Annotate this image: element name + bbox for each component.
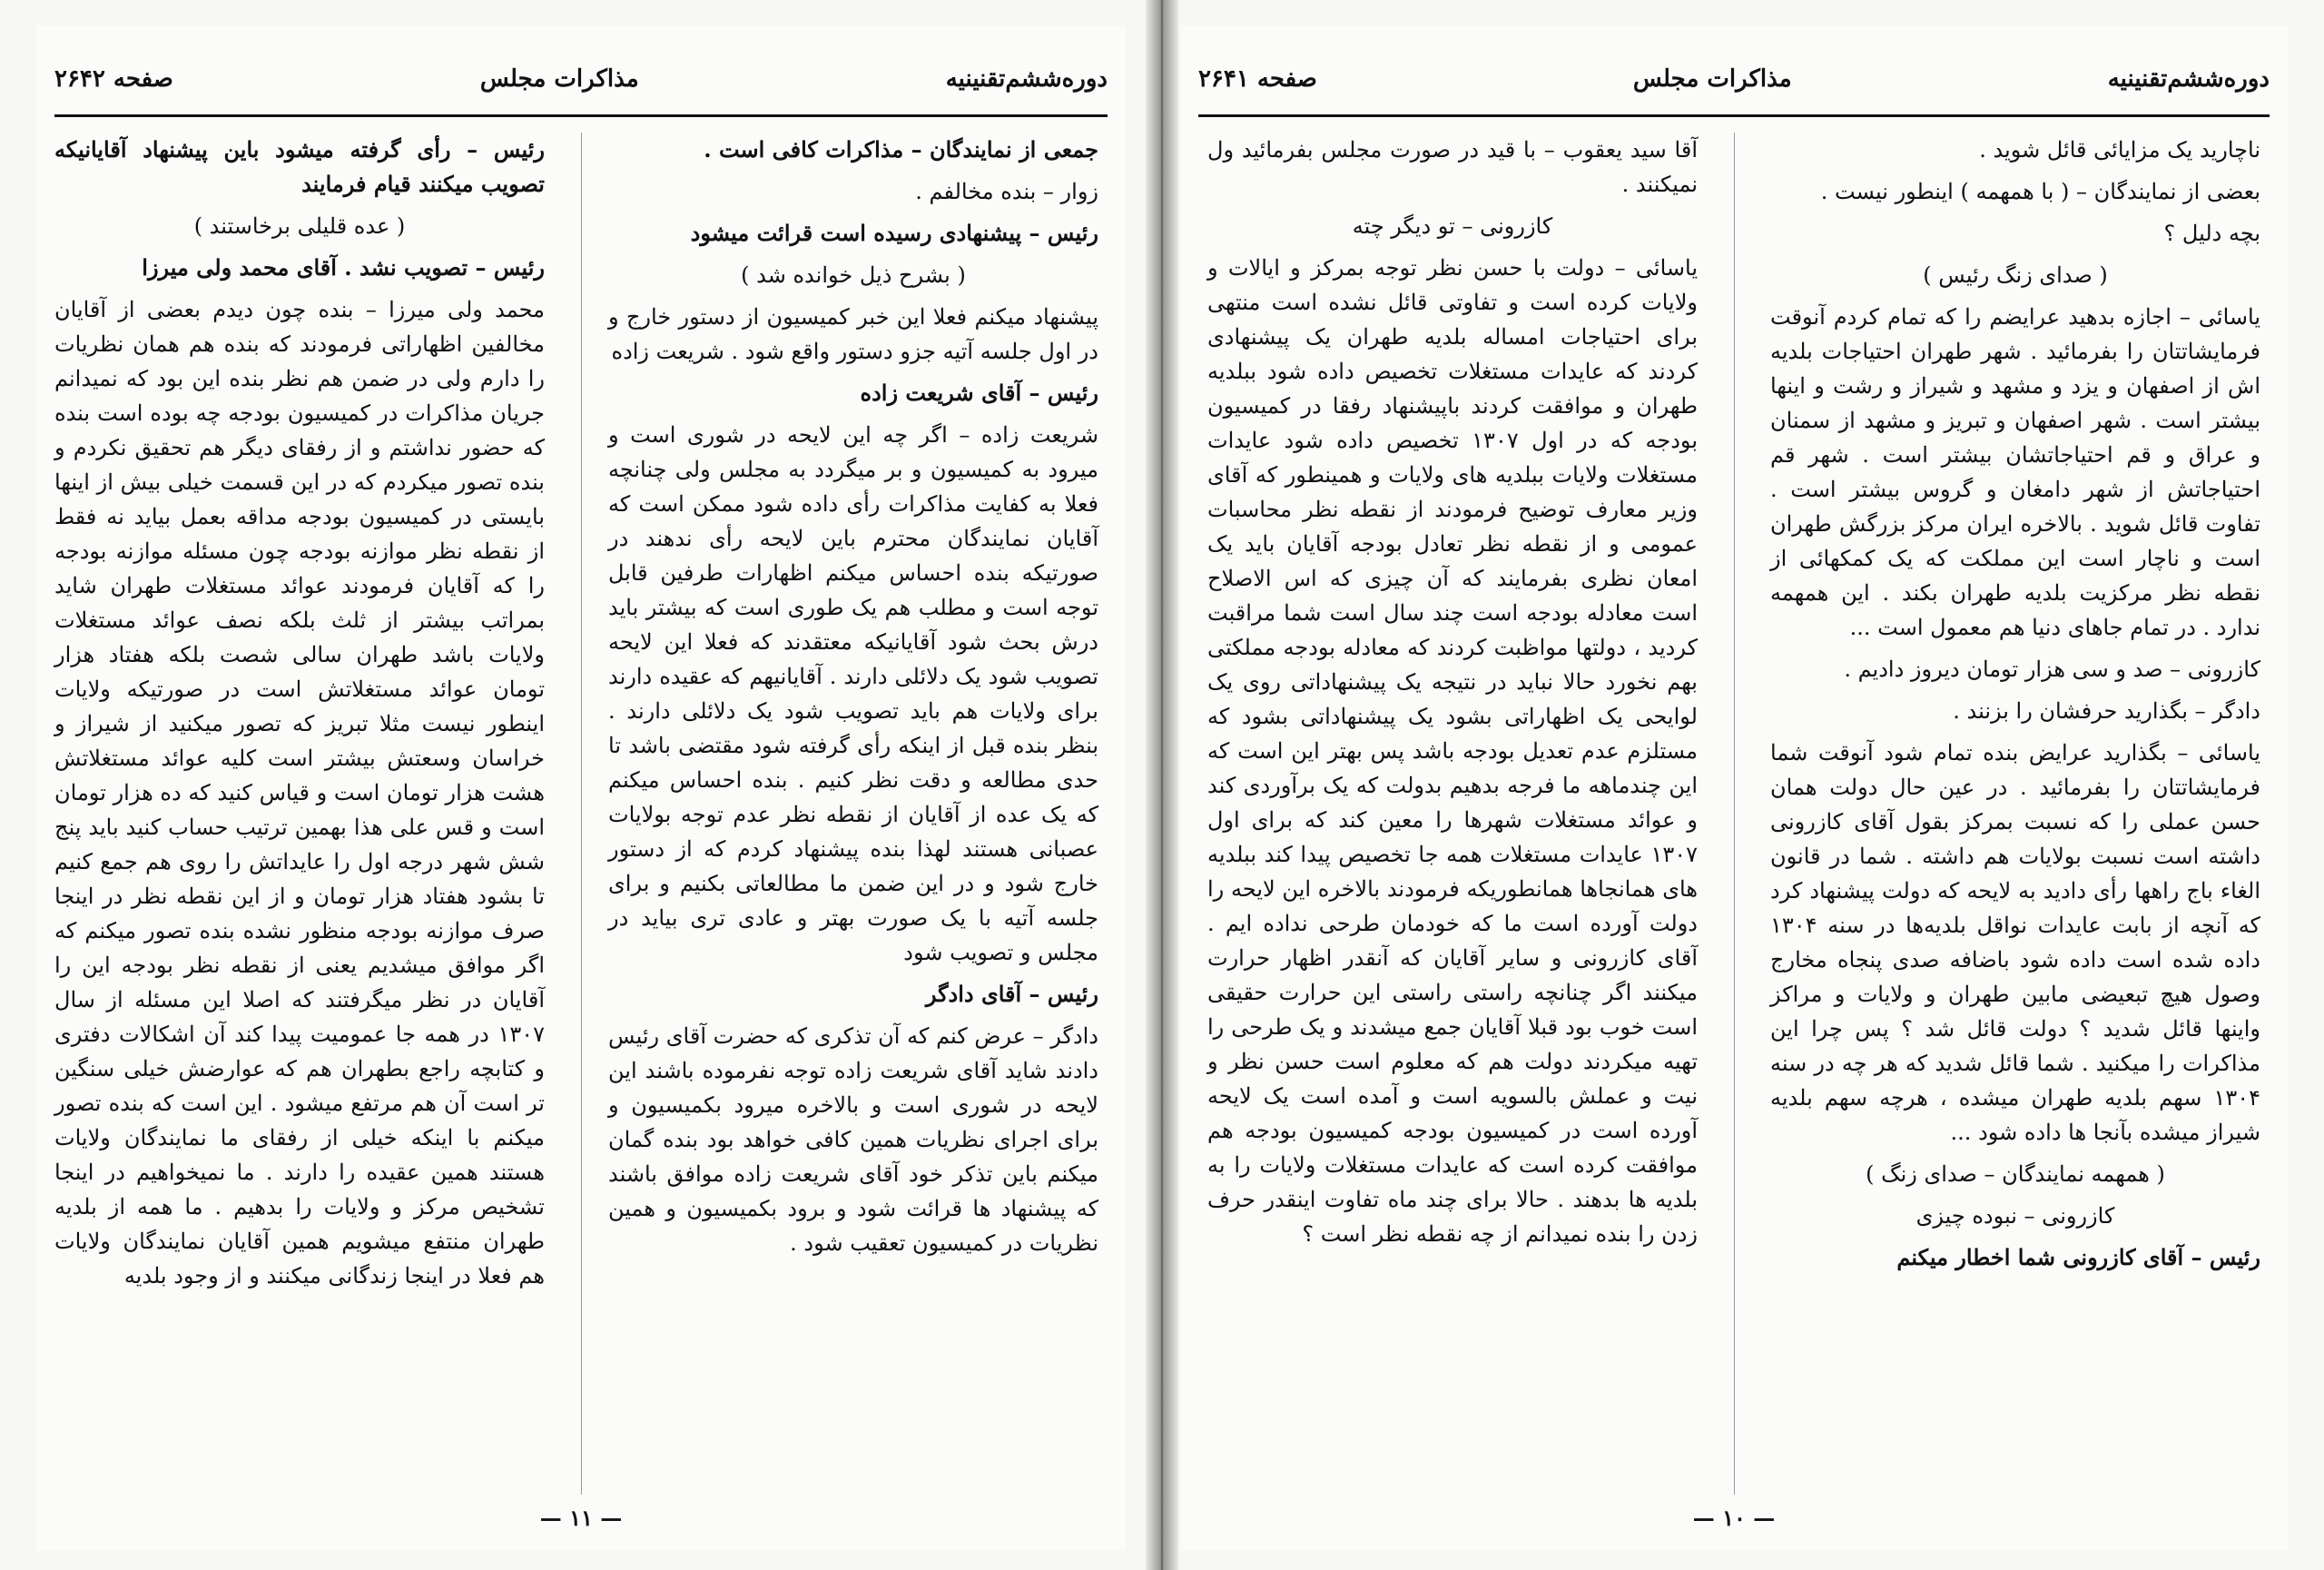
column-divider bbox=[581, 133, 582, 1495]
header-title: مذاکرات مجلس bbox=[479, 65, 639, 93]
page-footer-number: — ۱۰ — bbox=[1692, 1505, 1776, 1531]
paragraph: رئیس – آقای شریعت زاده bbox=[860, 380, 1098, 406]
left-page-header bbox=[54, 56, 1108, 102]
paragraph: ( بشرح ذیل خوانده شد ) bbox=[741, 262, 966, 288]
left-page bbox=[36, 25, 1126, 1551]
right-page-header bbox=[1198, 56, 2270, 102]
paragraph: یاسائی – دولت با حسن نظر توجه بمرکز و ایالات و ولایات کرده است و تفاوتی قائل نشده است منتهی برای احتیاجات امساله بلدیه طهران یک پیشنهادی کردند که عایدات مستغلات تخصیص داده شود ببلدیه طهران و موافقت کردند باپیشنهاد رفقا در کمیسیون بودجه که در اول ۱۳۰۷ تخصیص داده شود عایدات مستغلات ولایات ببلدیه های ولایات و همینطور که آقای وزیر معارف توضیح فرمودند از نقطه نظر محاسبات عمومی و از نقطه نظر تعادل بودجه آقایان باید یک امعان نظری بفرمایند که آن چیزی که اس الاصلاح است معادله بودجه است چند سال است شما مراقبت کردید ، دولتها مواظبت کردند که معادله بودجه مملکتی بهم نخورد حالا نباید در نتیجه یک پیشنهاداتی روی یک لوایحی یک اظهاراتی بشود یک پیشنهاداتی بشود که مستلزم عدم تعدیل بودجه باشد پس بهتر این است که این چندماهه ما فرجه بدهیم بدولت که یک برآوردی کند و عوائد مستغلات شهرها را معین کند که برای اول ۱۳۰۷ عایدات مستغلات همه جا تخصیص پیدا کند ببلدیه های همانجاها همانطوریکه فرمودند بالاخره این لایحه را دولت آورده است ما که خودمان طرحی نداده ایم . آقای کازرونی و سایر آقایان که آنقدر اظهار حرارت میکنند اگر چنانچه راستی راستی این حرارت حقیقی است خوب بود قبلا آقایان جمع میشدند و یک طرحی را تهیه میکردند دولت هم که معلوم است حسن نظر و نیت و عملش بالسویه است و آمده است یک لایحه آورده است در کمیسیون بودجه کمیسیون بودجه هم موافقت کرده است که عایدات مستغلات ولایات را به بلدیه ها بدهند . حالا برای چند ماه تفاوت اینقدر حرف زدن را بنده نمیدانم از چه نقطه نظر است ؟ bbox=[1207, 255, 1698, 1247]
paragraph: زوار – بنده مخالفم . bbox=[915, 179, 1098, 204]
header-rule bbox=[54, 114, 1108, 117]
book-gutter bbox=[1146, 0, 1178, 1570]
column-divider bbox=[1734, 133, 1735, 1495]
paragraph: شریعت زاده – اگر چه این لایحه در شوری است و میرود به کمیسیون و بر میگردد به مجلس ولی چنانچه فعلا به کفایت مذاکرات رأی داده شود ممکن است که آقایان نمایندگان محترم باین لایحه رأی ندهند در صورتیکه بنده احساس میکنم اظهارات طرفین قابل توجه است و مطلب هم یک طوری است که بیشتر باید درش بحث شود آقایانیکه معتقدند که فعلا این لایحه تصویب شود یک دلائلی دارند . آقایانیهم که عقیده دارند برای ولایات هم باید تصویب شود یک دلائلی دارند . بنظر بنده قبل از اینکه رأی گرفته شود مقتضی باشد تا حدی مطالعه و دقت نظر کنیم . بنده احساس میکنم که یک عده از آقایان از نقطه نظر عدم توجه بولایات عصبانی هستند لهذا بنده پیشنهاد کردم که از دستور خارج شود و در این ضمن ما مطالعاتی بکنیم و برای جلسه آتیه با یک صورت بهتر و عادی تری بیاید در مجلس و تصویب شود bbox=[608, 422, 1099, 965]
paragraph: ( همهمه نمایندگان – صدای زنگ ) bbox=[1866, 1161, 2165, 1187]
left-page-right-column bbox=[608, 133, 1098, 1268]
paragraph: رئیس – تصویب نشد . آقای محمد ولی میرزا bbox=[142, 254, 545, 281]
paragraph: جمعی از نمایندگان – مذاکرات کافی است . bbox=[704, 136, 1098, 163]
paragraph: کازرونی – تو دیگر چته bbox=[1352, 213, 1553, 239]
paragraph: ( عده قلیلی برخاستند ) bbox=[193, 213, 406, 239]
paragraph: ( صدای زنگ رئیس ) bbox=[1923, 262, 2108, 288]
paragraph: رئیس – آقای دادگر bbox=[925, 981, 1098, 1007]
paragraph: یاسائی – اجازه بدهید عرایضم را که تمام کردم آنوقت فرمایشاتتان را بفرمائید . شهر طهران احتیاجات بلدیه اش از اصفهان و یزد و مشهد و شیراز و رشت و اینها بیشتر است . شهر اصفهان و تبریز و مشهد از سمنان و عراق و قم احتیاجاتشان بیشتر است . شهر قم احتیاجاتش از شهر دامغان و گروس بیشتر است . تفاوت قائل شوید . بالاخره ایران مرکز بزرگش طهران است و ناچار است این مملکت که یک کمکهائی از نقطه نظر مرکزیت بلدیه طهران بکند . این همهمه ندارد . در تمام جاهای دنیا هم معمول است ... bbox=[1770, 304, 2260, 640]
session-title: دوره‌ششم‌تقنینیه bbox=[945, 65, 1108, 93]
paragraph: رئیس – آقای کازرونی شما اخطار میکنم bbox=[1896, 1244, 2260, 1270]
right-page-right-column bbox=[1770, 133, 2260, 1282]
paragraph: پیشنهاد میکنم فعلا این خبر کمیسیون از دستور خارج و در اول جلسه آتیه جزو دستور واقع شود . شریعت زاده bbox=[608, 304, 1098, 364]
paragraph: محمد ولی میرزا – بنده چون دیدم بعضی از آقایان مخالفین اظهاراتی فرمودند که بنده هم همان نظریات را دارم ولی در ضمن هم نظر بنده این بود که نمیدانم جریان مذاکرات در کمیسیون بودجه چه بوده است بنده که حضور نداشتم و از رفقای دیگر هم تحقیق نکردم و بنده تصور میکردم که در این قسمت خیلی بیش از اینها بایستی در کمیسیون بودجه مداقه بعمل بیاید نه فقط از نقطه نظر موازنه بودجه چون مسئله موازنه بودجه را که آقایان فرمودند عوائد مستغلات طهران شاید بمراتب بیشتر از ثلث بلکه نصف عوائد مستغلات ولایات باشد طهران سالی شصت بلکه هفتاد هزار تومان عوائد مستغلاتش است در صورتیکه ولایات اینطور نیست مثلا تبریز که تصور میکنید از شیراز و خراسان وسعتش بیشتر است کلیه عوائد مستغلاتش هشت هزار تومان است و قیاس کنید که ده هزار تومان است و قس علی هذا بهمین ترتیب حساب کنید باید پنج شش شهر درجه اول را عایداتش را روی هم جمع کنیم تا بشود هفتاد هزار تومان و از این نقطه نظر در اینجا صرف موازنه بودجه منظور نشده بنده تصور میکنم که اگر موافق میشدیم یعنی از نقطه نظر بودجه این را آقایان در نظر میگرفتند که اصلا این مسئله از سال ۱۳۰۷ در همه جا عمومیت پیدا کند آن اشکالات دفتری و کتابچه راجع بطهران هم که عوارضش خیلی سنگین تر است آن هم مرتفع میشود . این است که بنده تصور میکنم با اینکه خیلی از رفقای ما نمایندگان ولایات هستند همین عقیده را دارند . ما نمیخواهیم در اینجا تشخیص مرکز و ولایات را بدهیم . ما همه از بلدیه طهران منتفع میشویم همین آقایان نمایندگان ولایات هم فعلا در اینجا زندگانی میکنند و از وجود بلدیه bbox=[54, 297, 545, 1289]
right-page bbox=[1180, 25, 2288, 1551]
paragraph: رئیس – رأی گرفته میشود باین پیشنهاد آقایانیکه تصویب میکنند قیام فرمایند bbox=[54, 136, 545, 197]
paragraph: کازرونی – نبوده چیزی bbox=[1915, 1203, 2115, 1229]
paragraph: ناچارید یک مزایائی قائل شوید . bbox=[1979, 137, 2260, 163]
right-page-left-column bbox=[1207, 133, 1698, 1259]
paragraph: یاسائی – بگذارید عرایض بنده تمام شود آنوقت شما فرمایشاتتان را بفرمائید . در عین حال دولت همان حسن عملی را که نسبت بمرکز بقول آقای کازرونی داشته است نسبت بولایات هم داشته . شما در قانون الغاء باج راهها رأی دادید به لایحه که دولت پیشنهاد کرد که آنچه از بابت عایدات نواقل بلدیه‌ها در سنه ۱۳۰۴ داده شده است داده شود باضافه صدی پنجاه مخارج وصول هیچ تبعیضی مابین طهران و ولایات و مراکز واینها قائل شدید ؟ دولت قائل شد ؟ پس چرا این مذاکرات را میکنید . شما قائل شدید که هر چه در سنه ۱۳۰۴ سهم بلدیه طهران میشده ، هرچه سهم بلدیه شیراز میشده بآنجا ها داده شود ... bbox=[1770, 740, 2260, 1145]
paragraph: بعضی از نمایندگان – ( با همهمه ) اینطور نیست . bbox=[1820, 179, 2260, 204]
paragraph: کازرونی – صد و سی هزار تومان دیروز دادیم . bbox=[1844, 657, 2260, 682]
session-title: دوره‌ششم‌تقنینیه bbox=[2107, 65, 2270, 93]
paragraph: رئیس – پیشنهادی رسیده است قرائت میشود bbox=[690, 220, 1098, 246]
paragraph: آقا سید یعقوب – با قید در صورت مجلس بفرمائید ول نمیکنند . bbox=[1207, 137, 1698, 197]
page-footer-number: — ۱۱ — bbox=[539, 1505, 623, 1531]
header-rule bbox=[1198, 114, 2270, 117]
paragraph: بچه دلیل ؟ bbox=[2163, 221, 2260, 246]
paragraph: دادگر – بگذارید حرفشان را بزنند . bbox=[1953, 698, 2260, 724]
header-page-number: صفحه ۲۶۴۲ bbox=[54, 65, 173, 93]
left-page-left-column bbox=[54, 133, 545, 1300]
header-page-number: صفحه ۲۶۴۱ bbox=[1198, 65, 1317, 93]
paragraph: دادگر – عرض کنم که آن تذکری که حضرت آقای رئیس دادند شاید آقای شریعت زاده توجه نفرموده باشند این لایحه در شوری است و بالاخره میرود بکمیسیون و برای اجرای نظریات همین کافی خواهد بود بنده گمان میکنم باین تذکر خود آقای شریعت زاده موافق باشند که پیشنهاد ها قرائت شود و برود بکمیسیون و همین نظریات در کمیسیون تعقیب شود . bbox=[608, 1023, 1098, 1256]
header-title: مذاکرات مجلس bbox=[1632, 65, 1792, 93]
